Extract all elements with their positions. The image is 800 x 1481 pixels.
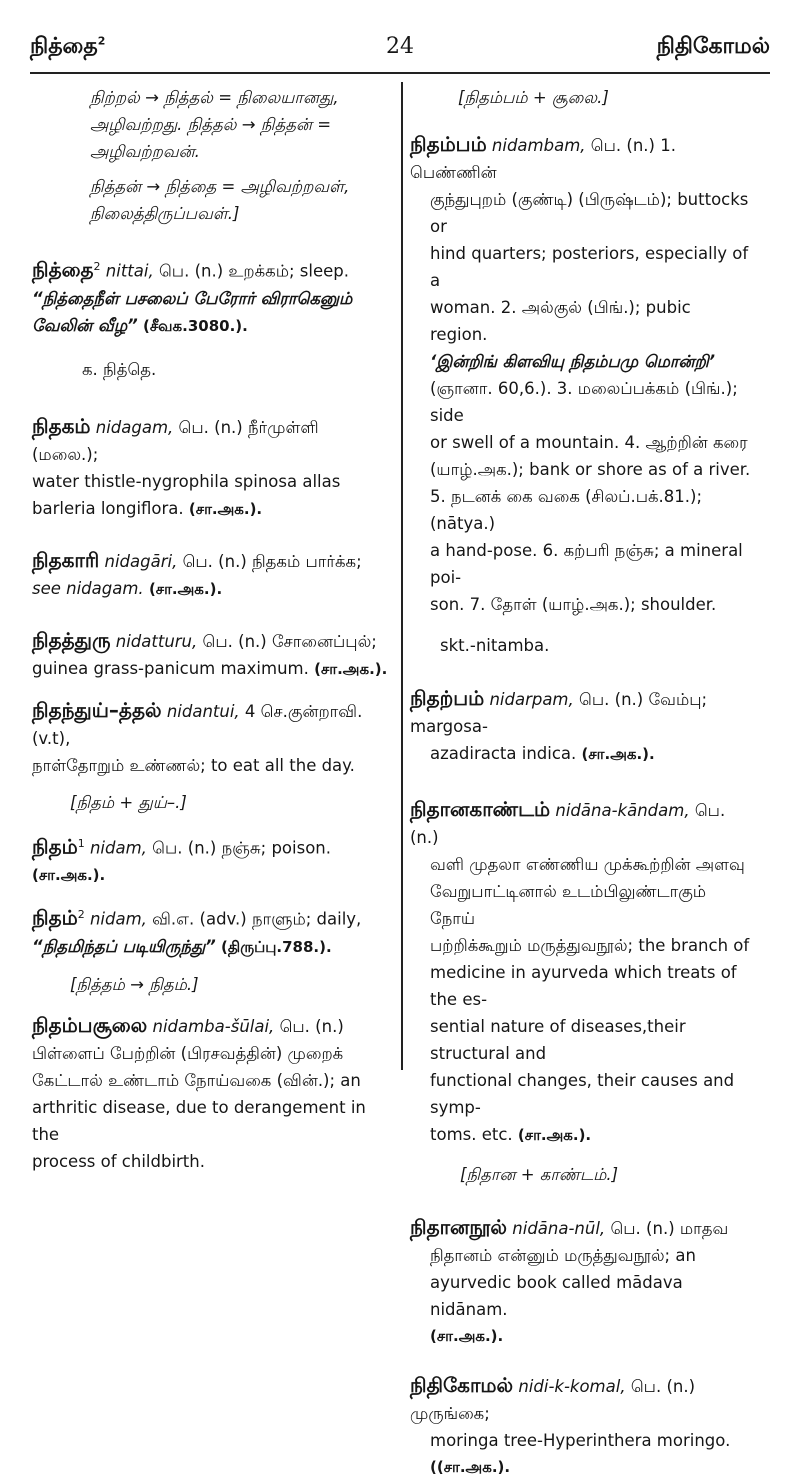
entry-continuation — [90, 84, 388, 227]
entry-line: process of childbirth. — [32, 1151, 205, 1171]
entry-nidi-k-komal — [410, 1372, 752, 1481]
page-number: 24 — [386, 34, 414, 59]
reference: (சா.அக.). — [581, 745, 655, 763]
transliteration: nidāna-kāndam, — [555, 801, 690, 820]
entry-line — [410, 131, 752, 186]
definition: பெ. (n.) மாதவ — [610, 1219, 729, 1238]
definition: toms. etc. — [430, 1125, 513, 1144]
reference: (சா.அக.). — [430, 1327, 504, 1345]
entry-line — [410, 1121, 752, 1149]
etymology: [நிதம் + துய்–.] — [70, 792, 187, 812]
entry-line: க. நித்தெ. — [82, 359, 157, 379]
transliteration: nidam, — [89, 838, 147, 857]
definition: barleria longiflora. — [32, 498, 184, 518]
definition: பெ. (n.) 1. பெண்ணின் — [410, 136, 676, 182]
page-header — [30, 34, 770, 74]
entry-line: அழிவற்றது. நித்தல் → நித்தன் = — [90, 115, 332, 134]
entry-line — [32, 655, 388, 683]
transliteration: nidatturu, — [115, 631, 198, 651]
headword-sup: 1 — [77, 836, 85, 850]
transliteration: nidarpam, — [489, 690, 574, 709]
definition: பெ. (n.) நிதகம் பார்க்க; — [182, 551, 362, 571]
right-column — [410, 84, 752, 1481]
reference: (சா.அக.). — [517, 1126, 592, 1144]
entry-nidam-1 — [32, 830, 388, 890]
headword: நிதகாரி — [32, 547, 100, 572]
header-rule — [30, 72, 770, 74]
entry-nidambam — [410, 131, 752, 659]
entry-line — [32, 312, 388, 340]
headword: நிதகம் — [32, 413, 91, 438]
entry-line — [32, 697, 388, 752]
transliteration: nidamba-šūlai, — [152, 1016, 275, 1036]
entry-line: நிதானம் என்னும் மருத்துவநூல்; an — [430, 1246, 696, 1265]
entry-nidantui — [32, 697, 388, 816]
transliteration: nittai, — [105, 261, 154, 281]
entry-line: வளி முதலா எண்ணிய முக்கூற்றின் அளவு — [430, 855, 745, 874]
headword: நிதற்பம் — [410, 686, 485, 710]
definition: azadiracta indica. — [430, 744, 577, 763]
entry-line: பிள்ளைப் பேற்றின் (பிரசவத்தின்) முறைக் — [32, 1043, 344, 1063]
entry-line: குந்துபுறம் (குண்டி) (பிருஷ்டம்); buttocks or — [430, 190, 749, 236]
reference: (சா.அக.). — [32, 866, 106, 884]
entry-line: அழிவற்றவன். — [90, 142, 200, 161]
entry-line: moringa tree-Hyperinthera moringo. — [430, 1431, 731, 1450]
transliteration: nidantui, — [166, 701, 240, 721]
header-right-headword: நிதிகோமல் — [656, 34, 770, 59]
headword-sup: 2 — [93, 260, 101, 273]
entry-line: (ஞானா. 60,6.). 3. மலைப்பக்கம் (பிங்.); side — [430, 379, 738, 425]
headword: நிதம்பம் — [410, 132, 487, 156]
headword: நித்தை — [32, 257, 94, 282]
quotation: “நிதமிந்தப் படியிருந்து” — [32, 936, 216, 956]
reference: (திருப்பு.788.). — [221, 937, 332, 956]
entry-line — [410, 685, 752, 740]
reference: (சா.அக.). — [148, 579, 223, 598]
etymology: [நித்தம் → நிதம்.] — [70, 974, 199, 994]
entry-nidana-kandam — [410, 796, 752, 1188]
headword: நிதானநூல் — [410, 1215, 508, 1239]
entry-line: நிற்றல் → நித்தல் = நிலையானது, — [90, 88, 339, 107]
entry-line: ‘இன்றிங் கிளவியு நிதம்பமு மொன்றி’ — [430, 352, 716, 371]
entry-line: arthritic disease, due to derangement in the — [32, 1097, 366, 1144]
headword: நிதத்துரு — [32, 627, 111, 652]
entry-line: பற்றிக்கூறும் மருத்துவநூல்; the branch of — [430, 936, 750, 955]
entry-line: or swell of a mountain. 4. ஆற்றின் கரை — [430, 433, 748, 452]
entry-line: “நித்தைநீள் பசலைப் பேரோர் விராகெனும் — [32, 288, 353, 308]
entry-line — [32, 495, 388, 523]
entry-line — [32, 575, 388, 603]
definition: பெ. (n.) முருங்கை; — [410, 1377, 696, 1423]
transliteration: nidāna-nūl, — [512, 1219, 606, 1238]
entry-line: 5. நடனக் கை வகை (சிலப்.பக்.81.); (nātya.) — [430, 487, 703, 533]
etymology: [நிதம்பம் + சூலை.] — [458, 88, 609, 107]
entry-line — [32, 547, 388, 575]
entry-line: water thistle-nygrophila spinosa allas — [32, 471, 341, 491]
headword: நிதானகாண்டம் — [410, 797, 551, 821]
entry-line — [32, 901, 388, 933]
entry-line: ayurvedic book called mādava nidānam. — [430, 1273, 683, 1319]
transliteration: nidagam, — [95, 417, 174, 437]
entry-line — [32, 253, 388, 285]
entry-line: கேட்டால் உண்டாம் நோய்வகை (வின்.); an — [32, 1070, 361, 1090]
entry-line: வேறுபாட்டினால் உடம்பிலுண்டாகும் நோய் — [430, 882, 707, 928]
entry-line: நிலைத்திருப்பவள்.] — [90, 204, 240, 223]
definition: பெ. (n.) நஞ்சு; poison. — [152, 838, 331, 857]
transliteration: nidam, — [89, 909, 147, 929]
entry-line — [32, 627, 388, 655]
entry-nidarpam — [410, 685, 752, 768]
entry-line — [410, 1214, 752, 1242]
transliteration: nidagāri, — [104, 551, 178, 571]
transliteration: nidambam, — [491, 136, 586, 155]
entry-nidagari — [32, 547, 388, 603]
header-left-sup: 2 — [97, 34, 106, 48]
entry-line: sential nature of diseases,their structural and — [430, 1017, 686, 1063]
cross-reference: see nidagam. — [32, 578, 144, 598]
entry-line: hind quarters; posteriors, especially of a — [430, 244, 749, 290]
definition: பெ. (n.) நீர்முள்ளி (மலை.); — [32, 417, 319, 464]
headword-sup: 2 — [77, 908, 85, 921]
entry-line: a hand-pose. 6. கற்பரி நஞ்சு; a mineral poi- — [430, 541, 743, 587]
header-left-text: நித்தை — [30, 34, 98, 59]
transliteration: nidi-k-komal, — [518, 1377, 626, 1396]
entry-nidana-nul — [410, 1214, 752, 1350]
quotation: வேலின் வீழ” — [32, 315, 138, 335]
reference: (சா.அக.). — [188, 499, 263, 518]
entry-line — [410, 1372, 752, 1427]
definition: பெ. (n.) சோனைப்புல்; — [202, 631, 377, 651]
definition: பெ. (n.) — [410, 801, 726, 847]
entry-line — [410, 796, 752, 851]
headword: நிதம் — [32, 834, 78, 858]
definition: பெ. (n.) உறக்கம்; sleep. — [158, 261, 349, 281]
definition: வி.எ. (adv.) நாளும்; daily, — [152, 909, 362, 929]
entry-line: son. 7. தோள் (யாழ்.அக.); shoulder. — [430, 595, 717, 614]
entry-line — [32, 413, 388, 468]
entry-nidam-2 — [32, 901, 388, 998]
entry-line — [32, 933, 388, 961]
entry-line: (யாழ்.அக.); bank or shore as of a river. — [430, 460, 751, 479]
entry-line — [32, 1012, 388, 1040]
entry-nittai — [32, 253, 388, 383]
etymology: [நிதான + காண்டம்.] — [460, 1165, 619, 1184]
headword: நிதந்துய்–த்தல் — [32, 697, 162, 722]
reference: (சா.அக.). — [314, 659, 388, 678]
reference: ((சா.அக.). — [430, 1458, 511, 1476]
headword: நிதம் — [32, 905, 78, 930]
definition: 4 செ.குன்றாவி. (v.t), — [32, 701, 363, 748]
definition: பெ. (n.) வேம்பு; margosa- — [410, 690, 708, 736]
reference: (சீவக.3080.). — [143, 316, 248, 335]
entry-line: நித்தன் → நித்தை = அழிவற்றவள், — [90, 177, 350, 196]
headword: நிதம்பசூலை — [32, 1012, 148, 1037]
entry-line — [32, 830, 388, 890]
column-divider — [401, 82, 403, 1070]
definition: பெ. (n.) — [279, 1016, 344, 1036]
entry-nidagam — [32, 413, 388, 523]
left-column — [32, 84, 388, 1175]
entry-line: medicine in ayurveda which treats of the es- — [430, 963, 737, 1009]
entry-nidatturu — [32, 627, 388, 683]
entry-line: functional changes, their causes and symp- — [430, 1071, 735, 1117]
headword: நிதிகோமல் — [410, 1373, 514, 1397]
entry-line: woman. 2. அல்குல் (பிங்.); pubic region. — [430, 298, 691, 344]
entry-line — [410, 740, 752, 768]
definition: guinea grass-panicum maximum. — [32, 658, 309, 678]
entry-line: நாள்தோறும் உண்ணல்; to eat all the day. — [32, 755, 355, 775]
entry-nidamba-sulai — [32, 1012, 388, 1175]
sanskrit-origin: skt.-nitamba. — [440, 636, 550, 655]
